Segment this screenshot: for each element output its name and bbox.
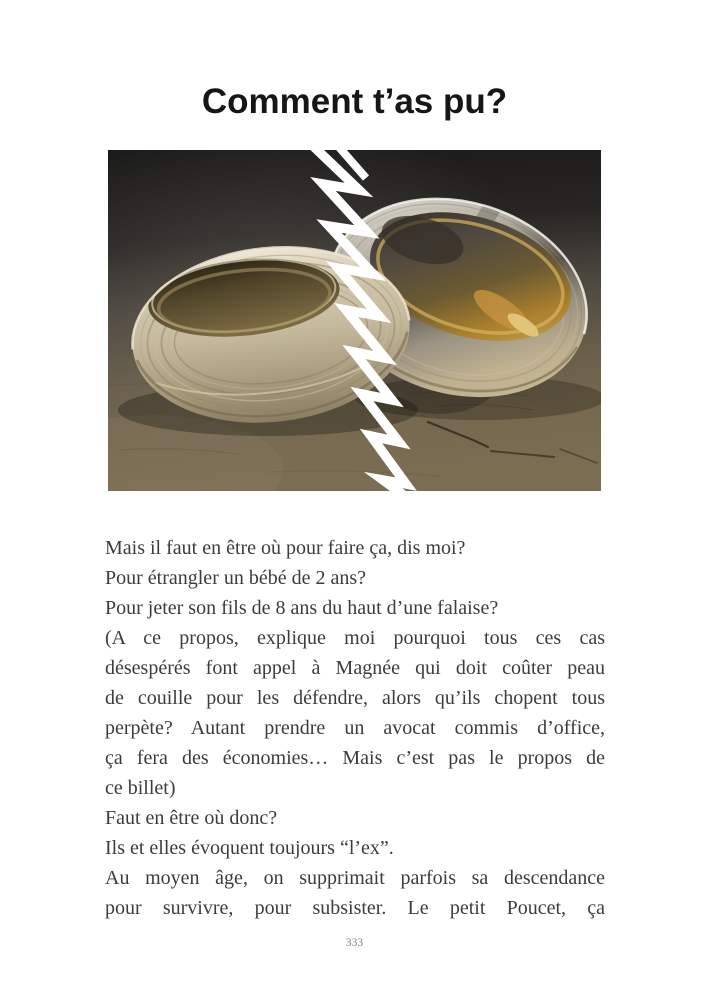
body-line: Ils et elles évoquent toujours “l’ex”. xyxy=(105,837,394,859)
body-line: Pour étrangler un bébé de 2 ans? xyxy=(105,567,367,589)
body-line: de couille pour les défendre, alors qu’ils chopent tous xyxy=(105,687,605,709)
body-line: Mais il faut en être où pour faire ça, dis moi? xyxy=(105,537,466,559)
page-title: Comment t’as pu? xyxy=(201,82,508,121)
body-text xyxy=(105,533,605,923)
body-line: Au moyen âge, on supprimait parfois sa descendance xyxy=(105,867,605,889)
body-line: (A ce propos, explique moi pourquoi tous ces cas xyxy=(105,627,605,649)
body-line: Faut en être où donc? xyxy=(105,807,278,829)
page-number: 333 xyxy=(345,937,364,949)
body-line: Pour jeter son fils de 8 ans du haut d’une falaise? xyxy=(105,597,499,619)
rings-photo xyxy=(108,150,601,491)
body-line: pour survivre, pour subsister. Le petit Poucet, ça xyxy=(105,897,605,919)
body-line: perpète? Autant prendre un avocat commis d’office, xyxy=(105,717,605,739)
body-line: désespérés font appel à Magnée qui doit coûter peau xyxy=(105,657,605,679)
body-line: ce billet) xyxy=(105,777,176,799)
body-line: ça fera des économies… Mais c’est pas le propos de xyxy=(105,747,605,769)
